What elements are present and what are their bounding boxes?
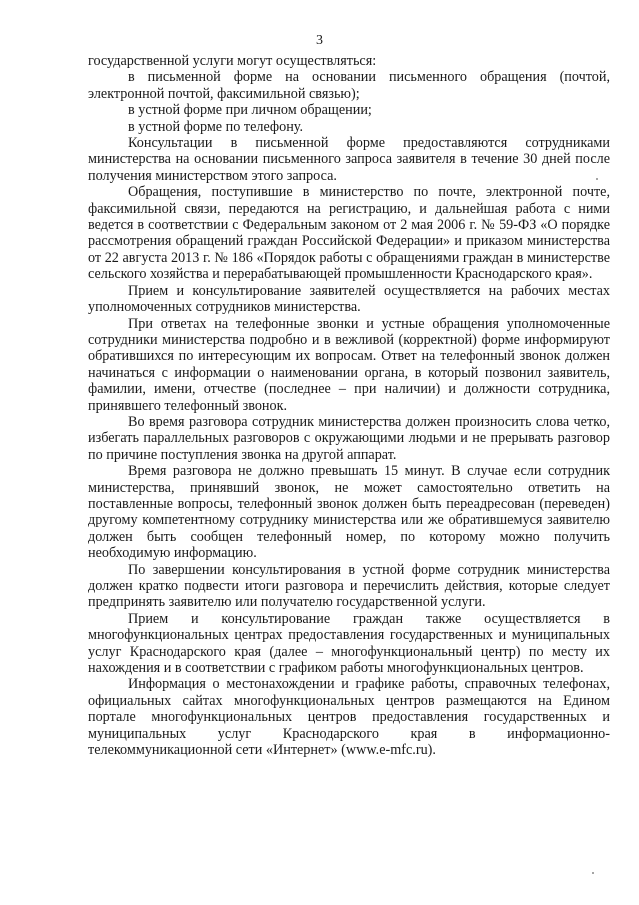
paragraph: Прием и консультирование заявителей осуществляется на рабочих местах уполномоченных сотрудников министерства. [88,282,610,316]
paragraph: Прием и консультирование граждан также осуществляется в многофункциональных центрах предоставления государственных и муниципальных услуг Краснодарского края (далее – многофункциональный центр) по месту их нахождения и в соответствии с графиком работы многофункциональных центров. [88,610,610,677]
document-body [88,53,610,758]
paragraph: в письменной форме на основании письменного обращения (почтой, электронной почтой, факсимильной связью); [88,69,610,102]
scan-speck [596,178,598,180]
paragraph: Консультации в письменной форме предоставляются сотрудниками министерства на основании письменного запроса заявителя в течение 30 дней после получения министерством этого запроса. [88,135,610,184]
page-number: 3 [316,33,323,48]
paragraph: Время разговора не должно превышать 15 минут. В случае если сотрудник министерства, принявший звонок, не может самостоятельно ответить на поставленные вопросы, телефонный звонок должен быть переадресован (переведен) другому компетентному сотруднику министерства или же обратившемуся заявителю должен быть сообщен телефонный номер, по которому можно получить необходимую информацию. [88,463,610,562]
paragraph: По завершении консультирования в устной форме сотрудник министерства должен кратко подвести итоги разговора и перечислить действия, которые следует предпринять заявителю или получателю государственной услуги. [88,561,610,611]
paragraph: в устной форме при личном обращении; [128,102,372,119]
paragraph: При ответах на телефонные звонки и устные обращения уполномоченные сотрудники министерства подробно и в вежливой (корректной) форме информируют обратившихся по интересующим их вопросам. Ответ на телефонный звонок должен начинаться с информации о наименовании органа, в который позвонил заявитель, фамилии, имени, отчестве (последнее – при наличии) и должности сотрудника, принявшего телефонный звонок. [88,315,610,414]
paragraph: в устной форме по телефону. [128,118,304,135]
paragraph: Обращения, поступившие в министерство по почте, электронной почте, факсимильной связи, передаются на регистрацию, и дальнейшая работа с ними ведется в соответствии с Федеральным законом от 2 мая 2006 г. № 59-ФЗ «О порядке рассмотрения обращений граждан Российской Федерации» и приказом министерства от 22 августа 2013 г. № 186 «Порядок работы с обращениями граждан в министерстве сельского хозяйства и перерабатывающей промышленности Краснодарского края». [88,184,610,283]
paragraph: Во время разговора сотрудник министерства должен произносить слова четко, избегать параллельных разговоров с окружающими людьми и не прерывать разговор по причине поступления звонка на другой аппарат. [88,413,610,463]
paragraph: Информация о местонахождении и графике работы, справочных телефонах, официальных сайтах многофункциональных центров размещаются на Едином портале многофункциональных центров предоставления государственных и муниципальных услуг Краснодарского края в информационно-телекоммуникационной сети «Интернет» (www.e-mfc.ru). [88,676,610,759]
paragraph: государственной услуги могут осуществляться: [88,53,377,69]
scan-speck [592,872,594,874]
